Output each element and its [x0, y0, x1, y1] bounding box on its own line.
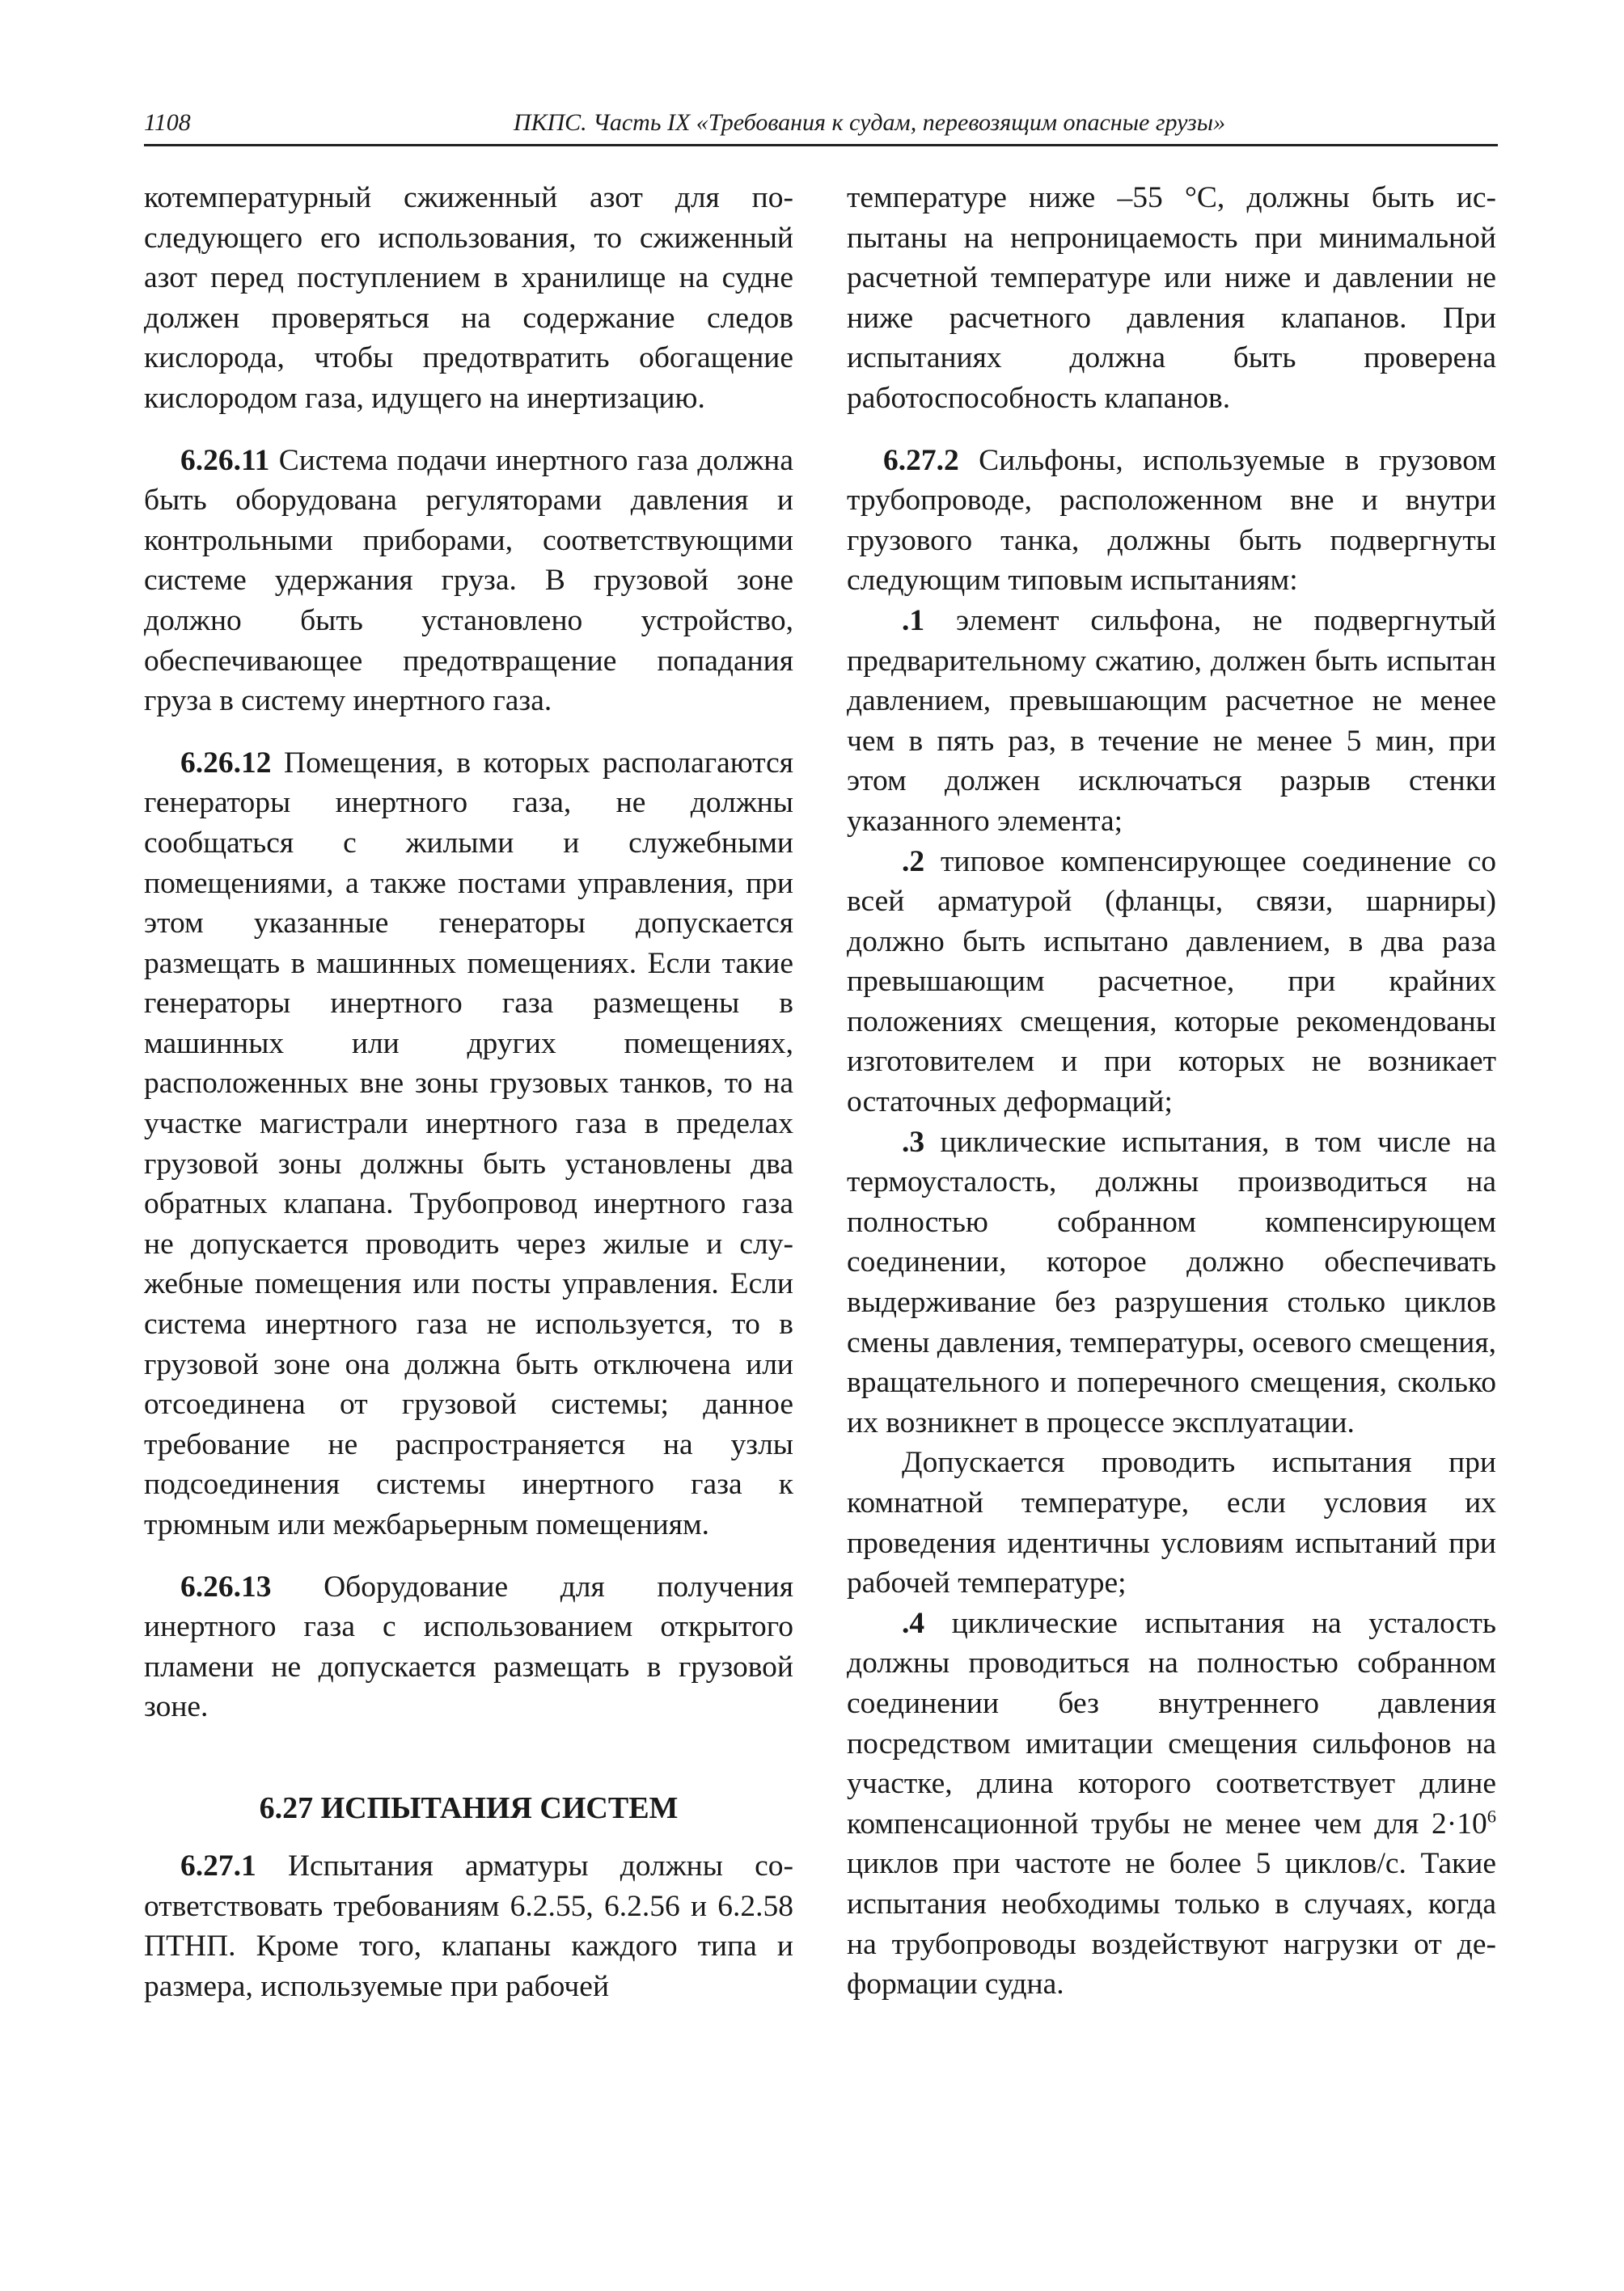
exponent: 6	[1487, 1806, 1496, 1827]
right-column	[847, 178, 1496, 2005]
clause-number: 6.26.11	[180, 443, 270, 477]
page-number: 1108	[144, 109, 191, 136]
item-number: .2	[902, 844, 925, 878]
item-text: элемент сильфона, не подвергнутый предварительному сжатию, должен быть испытан давлением, превышающим расчетное не менее чем в пять раз, в течение не менее 5 мин, при этом должен исключаться разрыв стенки указанного элемента;	[847, 603, 1496, 838]
paragraph-6-26-12	[144, 743, 793, 1545]
list-item-1	[847, 601, 1496, 842]
section-heading: 6.27 ИСПЫТАНИЯ СИСТЕМ	[259, 1790, 679, 1825]
list-item-4	[847, 1604, 1496, 2005]
clause-number: 6.27.1	[180, 1849, 256, 1883]
paragraph-6-27-2	[847, 441, 1496, 601]
item-text: типовое компенсирующее соединение со всей арматурой (фланцы, связи, шарниры) должно быть испытано давлением, в два раза превышающим расчетное, при крайних положениях смещения, которые рекомендованы изготовителем и при которых не возникает остаточных деформаций;	[847, 844, 1496, 1119]
clause-number: 6.27.2	[883, 443, 959, 477]
paragraph-6-27-1	[144, 1846, 793, 2006]
paragraph-intro: котемпературный сжиженный азот для последующего его использования, то сжиженный азот перед поступлением в хранилище на судне должен проверяться на содержание следов кислорода, чтобы предотвратить обогащение кислородом газа, идущего на инертизацию.	[144, 181, 793, 415]
item-text: циклические испытания, в том числе на термоусталость, должны производиться на полностью собранном компенсирующем соединении, которое должно обеспечивать выдерживание без разрушения столько циклов смены давления, температуры, осевого смещения, вращательного и поперечного смещения, сколько их возникнет в процессе эксплуатации.	[847, 1125, 1497, 1439]
running-header	[144, 104, 1498, 146]
list-item-3	[847, 1122, 1496, 1443]
item-number: .3	[902, 1125, 925, 1159]
left-column	[144, 178, 793, 2006]
paragraph-6-26-13	[144, 1567, 793, 1727]
clause-text: Испытания арматуры должны соответствовать требованиям 6.2.55, 6.2.56 и 6.2.58 ПТНП. Кроме того, клапаны каждого типа и размера, используемые при рабочей	[144, 1849, 794, 2003]
item-number: .4	[902, 1606, 925, 1640]
clause-text: Оборудование для получения инертного газа с использованием открытого пламени не допускается размещать в грузовой зоне.	[144, 1570, 793, 1724]
paragraph-6-26-11	[144, 441, 793, 721]
paragraph-continued: температуре ниже –55 °С, должны быть испытаны на непроницаемость при минимальной расчетной температуре или ниже и давлении не ниже расчетного давления клапанов. При испытаниях должна быть проверена работоспособность клапанов.	[847, 181, 1496, 415]
clause-text: Сильфоны, используемые в грузовом трубопроводе, расположенном вне и внутри грузового танка, должны быть подвергнуты следующим типовым испытаниям:	[847, 443, 1496, 598]
item-number: .1	[902, 603, 925, 637]
clause-text: Помещения, в которых располагаются генераторы инертного газа, не должны сообщаться с жилыми и служебными помещениями, а также постами управления, при этом указанные генераторы допускается размещать в машинных помещениях. Если такие генераторы инертного газа размещены в машинных или других помещениях, расположенных вне зоны грузовых танков, то на участке магистрали инертного газа в пределах грузовой зоны должны быть установлены два обратных клапана. Трубопровод инертного газа не допускается проводить через жилые и служебные помещения или посты управления. Если система инертного газа не используется, то в грузовой зоне она должна быть отключена или отсоединена от грузовой системы; данное требование не распространяется на узлы подсоединения системы инертного газа к трюмным или межбарьерным помещениям.	[144, 746, 793, 1541]
item-text: циклические испытания на усталость должны проводиться на полностью собранном соединении без внутреннего давления посредством имитации смещения сильфонов на участке, длина которого соответствует длине компенсационной трубы не менее чем для 2·10	[847, 1606, 1496, 1841]
item-text-cont: циклов при частоте не более 5 циклов/с. Такие испытания необходимы только в случаях, когда на трубопроводы воздействуют нагрузки от деформации судна.	[847, 1847, 1496, 2001]
header-title: ПКПС. Часть IX «Требования к судам, перевозящим опасные грузы»	[513, 109, 1226, 136]
clause-number: 6.26.12	[180, 746, 272, 780]
paragraph-room-temperature: Допускается проводить испытания при комнатной температуре, если условия их проведения идентичны условиям испытаний при рабочей температуре;	[847, 1446, 1496, 1600]
list-item-2	[847, 842, 1496, 1122]
clause-number: 6.26.13	[180, 1570, 272, 1604]
clause-text: Система подачи инертного газа должна быть оборудована регуляторами давления и контрольными приборами, соответствующими системе удержания груза. В грузовой зоне должно быть установлено устройство, обеспечивающее предотвращение попадания груза в систему инертного газа.	[144, 443, 794, 718]
